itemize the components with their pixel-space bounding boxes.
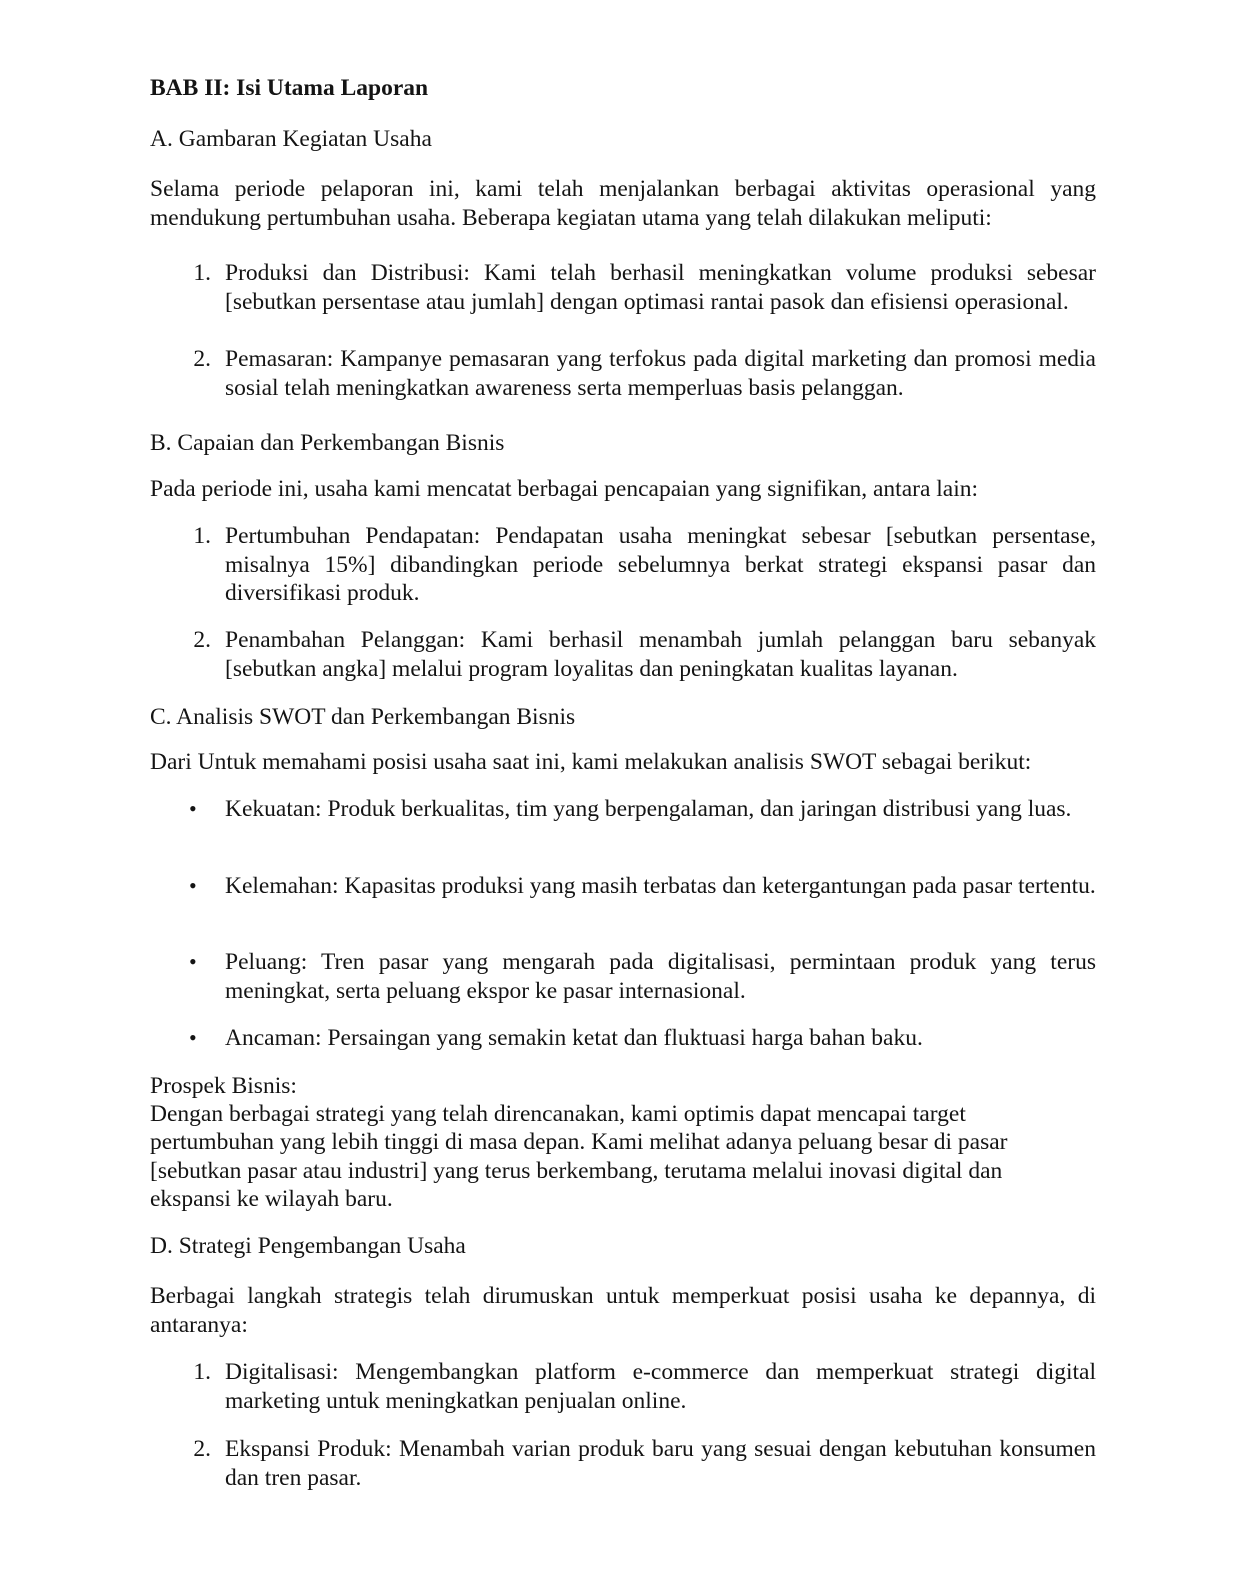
- list-item-text: Produksi dan Distribusi: Kami telah berhasil meningkatkan volume produksi sebesar [sebutkan persentase atau jumlah] dengan optimasi rantai pasok dan efisiensi operasional.: [225, 260, 1096, 315]
- list-item-text: Pertumbuhan Pendapatan: Pendapatan usaha meningkat sebesar [sebutkan persentase, misalnya 15%] dibandingkan periode sebelumnya berkat strategi ekspansi pasar dan diversifikasi produk.: [225, 523, 1096, 606]
- list-item: [193, 522, 1096, 608]
- list-item: [189, 872, 1096, 901]
- list-marker: 2.: [193, 627, 211, 653]
- section-d-intro: Berbagai langkah strategis telah dirumuskan untuk memperkuat posisi usaha ke depannya, di antaranya:: [150, 1283, 1096, 1338]
- prospek-line: pertumbuhan yang lebih tinggi di masa depan. Kami melihat adanya peluang besar di pasar: [150, 1129, 1008, 1155]
- bullet-marker: •: [189, 796, 197, 821]
- list-item-text: Peluang: Tren pasar yang mengarah pada digitalisasi, permintaan produk yang terus meningkat, serta peluang ekspor ke pasar internasional.: [225, 949, 1096, 1004]
- list-item: [193, 1435, 1096, 1492]
- list-item-text: Ekspansi Produk: Menambah varian produk baru yang sesuai dengan kebutuhan konsumen dan tren pasar.: [225, 1436, 1096, 1491]
- bullet-marker: •: [189, 873, 197, 898]
- prospek-label: Prospek Bisnis:: [150, 1073, 297, 1099]
- section-b-heading: B. Capaian dan Perkembangan Bisnis: [150, 430, 505, 456]
- list-item: [193, 626, 1096, 683]
- prospek-line: Dengan berbagai strategi yang telah direncanakan, kami optimis dapat mencapai target: [150, 1101, 966, 1127]
- list-item: [189, 1024, 1096, 1053]
- list-item: [189, 948, 1096, 1005]
- list-item-text: Digitalisasi: Mengembangkan platform e-commerce dan memperkuat strategi digital marketing untuk meningkatkan penjualan online.: [225, 1359, 1096, 1414]
- section-a-intro: Selama periode pelaporan ini, kami telah menjalankan berbagai aktivitas operasional yang mendukung pertumbuhan usaha. Beberapa kegiatan utama yang telah dilakukan meliputi:: [150, 176, 1096, 231]
- prospek-line: [sebutkan pasar atau industri] yang terus berkembang, terutama melalui inovasi digital dan: [150, 1158, 1003, 1184]
- section-d-heading: D. Strategi Pengembangan Usaha: [150, 1233, 466, 1259]
- list-item-text: Pemasaran: Kampanye pemasaran yang terfokus pada digital marketing dan promosi media sosial telah meningkatkan awareness serta memperluas basis pelanggan.: [225, 346, 1096, 401]
- list-marker: 2.: [193, 346, 211, 372]
- chapter-title: BAB II: Isi Utama Laporan: [150, 75, 429, 101]
- list-marker: 1.: [193, 260, 211, 286]
- section-c-intro: Dari Untuk memahami posisi usaha saat ini, kami melakukan analisis SWOT sebagai berikut:: [150, 749, 1032, 775]
- section-c-heading: C. Analisis SWOT dan Perkembangan Bisnis: [150, 704, 576, 730]
- list-item: [189, 795, 1096, 824]
- list-item: [193, 259, 1096, 316]
- list-item: [193, 1358, 1096, 1415]
- prospek-line: ekspansi ke wilayah baru.: [150, 1186, 393, 1212]
- bullet-marker: •: [189, 949, 197, 974]
- list-marker: 2.: [193, 1436, 211, 1462]
- section-b-intro: Pada periode ini, usaha kami mencatat berbagai pencapaian yang signifikan, antara lain:: [150, 476, 979, 502]
- list-item-text: Penambahan Pelanggan: Kami berhasil menambah jumlah pelanggan baru sebanyak [sebutkan angka] melalui program loyalitas dan peningkatan kualitas layanan.: [225, 627, 1096, 682]
- list-item-text: Kekuatan: Produk berkualitas, tim yang berpengalaman, dan jaringan distribusi yang luas.: [225, 796, 1072, 822]
- section-a-heading: A. Gambaran Kegiatan Usaha: [150, 126, 432, 152]
- list-marker: 1.: [193, 1359, 211, 1385]
- list-item-text: Kelemahan: Kapasitas produksi yang masih terbatas dan ketergantungan pada pasar tertentu.: [225, 873, 1096, 899]
- list-item: [193, 345, 1096, 402]
- list-item-text: Ancaman: Persaingan yang semakin ketat dan fluktuasi harga bahan baku.: [225, 1025, 923, 1051]
- list-marker: 1.: [193, 523, 211, 549]
- bullet-marker: •: [189, 1025, 197, 1050]
